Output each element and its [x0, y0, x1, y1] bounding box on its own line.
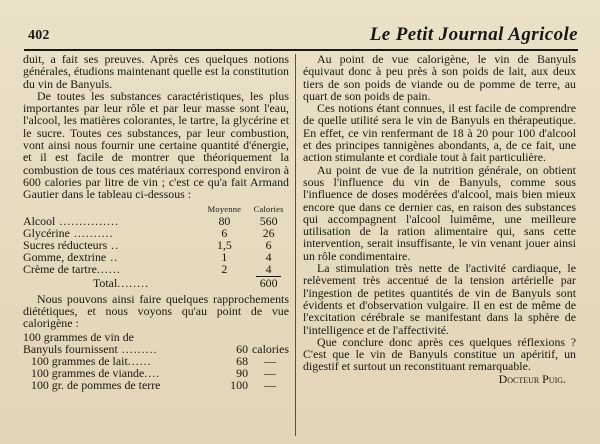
dot-leader: ..........	[69, 225, 114, 240]
list-item-unit: —	[264, 353, 276, 368]
calories-value: 4	[265, 250, 272, 265]
dot-leader: ..	[107, 237, 120, 252]
moyenne-value: 80	[218, 213, 231, 228]
left-column	[23, 53, 289, 391]
list-item-text: 100 gr. de pommes de terre	[31, 378, 161, 393]
list-item-unit: —	[264, 378, 276, 393]
header-rule	[24, 49, 578, 51]
calorie-table	[23, 203, 289, 289]
moyenne-value: 2	[221, 262, 228, 277]
substance-name: Sucres réducteurs	[23, 237, 108, 252]
column-header-moyenne: Moyenne	[207, 203, 242, 214]
dot-leader: ..	[106, 250, 119, 265]
dot-leader: ....	[144, 365, 161, 380]
list-item-value	[218, 331, 252, 343]
comparison-list	[23, 331, 289, 391]
left-paragraph-2: De toutes les substances caractéristiques, les plus importantes par leur rôle et par leur masse sont l'eau, l'alcool, les matières colorantes, le tartre, la glycérine et le sucre. Toutes ces substances, par leur combustion, vont ainsi nous fournir une certaine quantité d'énergie, et il est facile de montrer que théoriquement la combustion de tous ces matériaux correspond environ à 600 calories par litre de vin ; c'est ce qu'a fait Armand Gautier dans le tableau ci-dessous :	[23, 88, 289, 202]
calories-value: 26	[262, 225, 275, 240]
page-number: 402	[28, 28, 50, 43]
total-label: Total	[93, 275, 118, 290]
journal-title: Le Petit Journal Agricole	[369, 24, 578, 45]
list-item	[23, 379, 289, 391]
left-paragraph-3: Nous pouvons ainsi faire quelques rapprochements diététiques, et nous voyons qu'au point de vue calorigène :	[23, 291, 289, 331]
dot-leader: ......	[96, 262, 121, 277]
list-item-unit	[252, 331, 289, 343]
calories-value: 4	[265, 262, 272, 277]
table-row	[23, 263, 289, 275]
substance-name: Gomme, dextrine	[23, 250, 107, 265]
calories-value: 560	[259, 213, 278, 228]
list-item-text: 100 grammes de viande	[31, 365, 145, 380]
moyenne-value: 1	[221, 250, 228, 265]
column-header-calories: Calories	[253, 203, 284, 214]
right-paragraph-3: Au point de vue de la nutrition générale, on obtient sous l'influence du vin de Banyuls, comme sous l'influence de doses modérées d'alcool, mais bien mieux encore que dans ce dernier cas, en raison des substances qui accompagnent l'alcool luimême, une meilleure utilisation de la ration alimentaire qui, sans cette intervention, serait insuffisante, le vin venant jouer ainsi un rôle condimentaire.	[303, 162, 576, 263]
right-paragraph-4: La stimulation très nette de l'activité cardiaque, le relèvement très accentué de la tension artérielle par l'ingestion de petites quantités de vin de Banyuls sont évidents et d'observation vulgaire. Il en est de même de l'excitation cérébrale se manifestant dans la sphère de l'intelligence et de l'affectivité.	[303, 261, 576, 337]
list-item-value: 60	[236, 341, 249, 356]
list-item-text: 100 grammes de lait	[31, 353, 128, 368]
column-divider	[295, 54, 296, 436]
list-item-value: 90	[236, 365, 249, 380]
dot-leader: .........	[117, 341, 158, 356]
right-paragraph-5: Que conclure donc après ces quelques réflexions ? C'est que le vin de Banyuls constitue un apéritif, un digestif et surtout un reconstituant remarquable.	[303, 334, 576, 374]
substance-name: Crème de tartre	[23, 262, 97, 277]
dot-leader: ......	[127, 353, 152, 368]
list-item-text: Banyuls fournissent	[23, 341, 118, 356]
total-value: 600	[259, 275, 278, 290]
dot-leader: ........	[117, 275, 150, 290]
calories-value: 6	[265, 237, 272, 252]
list-item-value: 68	[236, 353, 249, 368]
right-paragraph-1: Au point de vue calorigène, le vin de Banyuls équivaut donc à peu près à son poids de lait, aux deux tiers de son poids de viande ou de pomme de terre, au quart de son poids de pain.	[303, 52, 576, 103]
dot-leader: ...............	[55, 213, 119, 228]
substance-name: Alcool	[23, 213, 56, 228]
moyenne-value: 6	[221, 225, 228, 240]
list-item-unit: —	[264, 365, 276, 380]
list-item-text: 100 grammes de vin de	[23, 329, 134, 344]
author-signature: Docteur Puig.	[498, 371, 566, 386]
right-column	[303, 53, 576, 385]
list-item-value: 100	[230, 378, 249, 393]
list-item-unit: calories	[252, 341, 289, 356]
moyenne-value: 1,5	[216, 237, 232, 252]
table-total-row	[23, 277, 289, 289]
substance-name: Glycérine	[23, 225, 70, 240]
left-paragraph-1: duit, a fait ses preuves. Après ces quelques notions générales, étudions maintenant quelle est la constitution du vin de Banyuls.	[23, 52, 289, 91]
right-paragraph-2: Ces notions étant connues, il est facile de comprendre de quelle utilité sera le vin de Banyuls en thérapeutique. En effet, ce vin renfermant de 18 à 20 pour 100 d'alcool et des principes tannigènes abondants, a, de ce fait, une action stimulante et cordiale tout à fait particulière.	[303, 101, 576, 165]
page-header	[22, 22, 578, 48]
